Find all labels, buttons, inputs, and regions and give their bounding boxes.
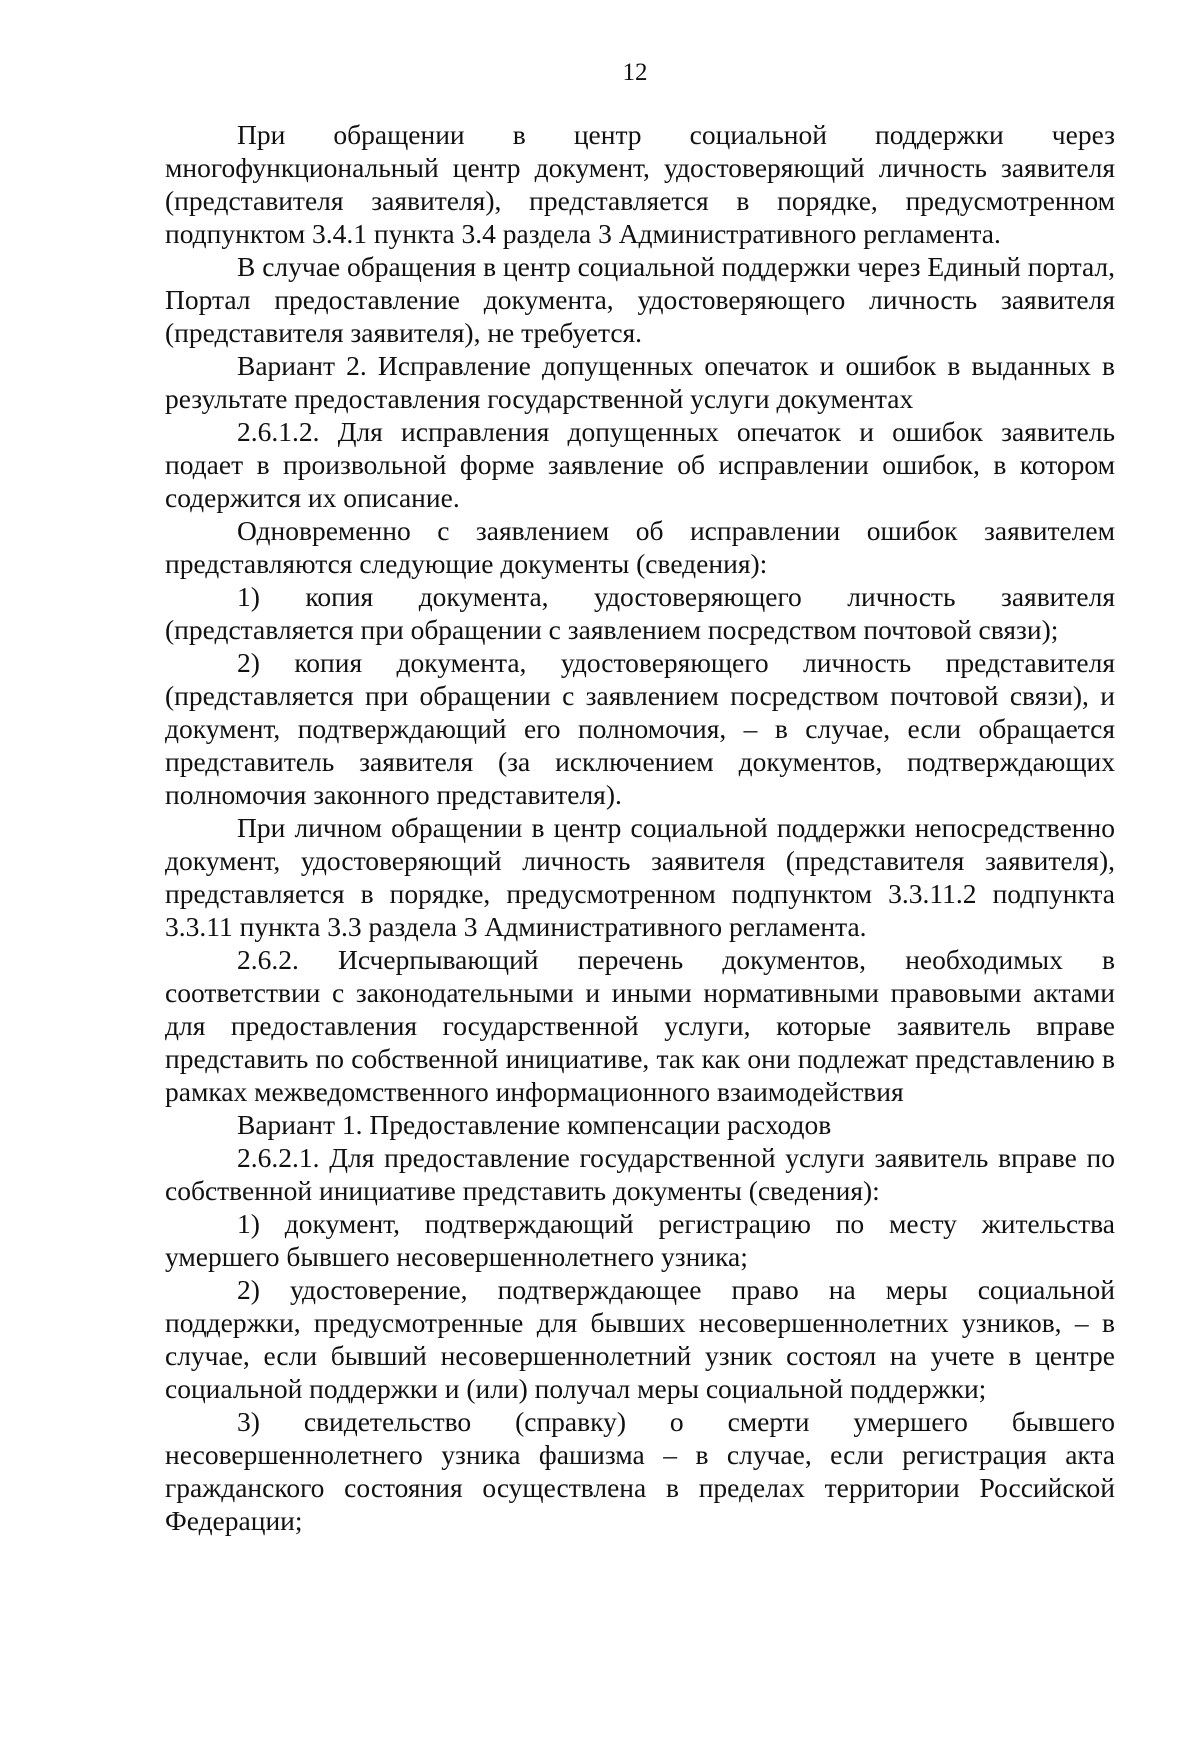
paragraph-2-6-1-2: 2.6.1.2. Для исправления допущенных опечаток и ошибок заявитель подает в произвольной форме заявление об исправлении ошибок, в котором содержится их описание. — [165, 416, 1115, 513]
document-body — [165, 118, 1115, 1537]
list-item-1-copy-applicant: 1) копия документа, удостоверяющего личность заявителя (представляется при обращении с заявлением посредством почтовой связи); — [165, 581, 1115, 645]
paragraph-2-6-2-1: 2.6.2.1. Для предоставление государственной услуги заявитель вправе по собственной инициативе представить документы (сведения): — [165, 1142, 1115, 1206]
list-item-1-registration: 1) документ, подтверждающий регистрацию по месту жительства умершего бывшего несовершеннолетнего узника; — [165, 1208, 1115, 1272]
paragraph-mfc-identity: При обращении в центр социальной поддержки через многофункциональный центр документ, удостоверяющий личность заявителя (представителя заявителя), представляется в порядке, предусмотренном подпунктом 3.4.1 пункта 3.4 раздела 3 Административного регламента. — [165, 119, 1115, 249]
list-item-2-certificate: 2) удостоверение, подтверждающее право на меры социальной поддержки, предусмотренные для бывших несовершеннолетних узников, – в случае, если бывший несовершеннолетний узник состоял на учете в центре социальной поддержки и (или) получал меры социальной поддержки; — [165, 1274, 1115, 1404]
paragraph-variant-1-heading: Вариант 1. Предоставление компенсации расходов — [237, 1109, 832, 1140]
paragraph-variant-2-heading: Вариант 2. Исправление допущенных опечаток и ошибок в выданных в результате предоставления государственной услуги документах — [165, 350, 1115, 414]
paragraph-2-6-2: 2.6.2. Исчерпывающий перечень документов, необходимых в соответствии с законодательными и иными нормативными правовыми актами для предоставления государственной услуги, которые заявитель вправе представить по собственной инициативе, так как они подлежат представлению в рамках межведомственного информационного взаимодействия — [165, 944, 1115, 1107]
page-number: 12 — [622, 59, 648, 86]
paragraph-personal-visit: При личном обращении в центр социальной поддержки непосредственно документ, удостоверяющий личность заявителя (представителя заявителя), представляется в порядке, предусмотренном подпунктом 3.3.11.2 подпункта 3.3.11 пункта 3.3 раздела 3 Административного регламента. — [165, 812, 1115, 942]
paragraph-portal-identity: В случае обращения в центр социальной поддержки через Единый портал, Портал предоставление документа, удостоверяющего личность заявителя (представителя заявителя), не требуется. — [165, 251, 1115, 348]
list-item-2-copy-representative: 2) копия документа, удостоверяющего личность представителя (представляется при обращении с заявлением посредством почтовой связи), и документ, подтверждающий его полномочия, – в случае, если обращается представитель заявителя (за исключением документов, подтверждающих полномочия законного представителя). — [165, 647, 1115, 810]
list-item-3-death-certificate: 3) свидетельство (справку) о смерти умершего бывшего несовершеннолетнего узника фашизма – в случае, если регистрация акта гражданского состояния осуществлена в пределах территории Российской Федерации; — [165, 1406, 1115, 1536]
paragraph-simultaneous-documents: Одновременно с заявлением об исправлении ошибок заявителем представляются следующие документы (сведения): — [165, 515, 1115, 579]
